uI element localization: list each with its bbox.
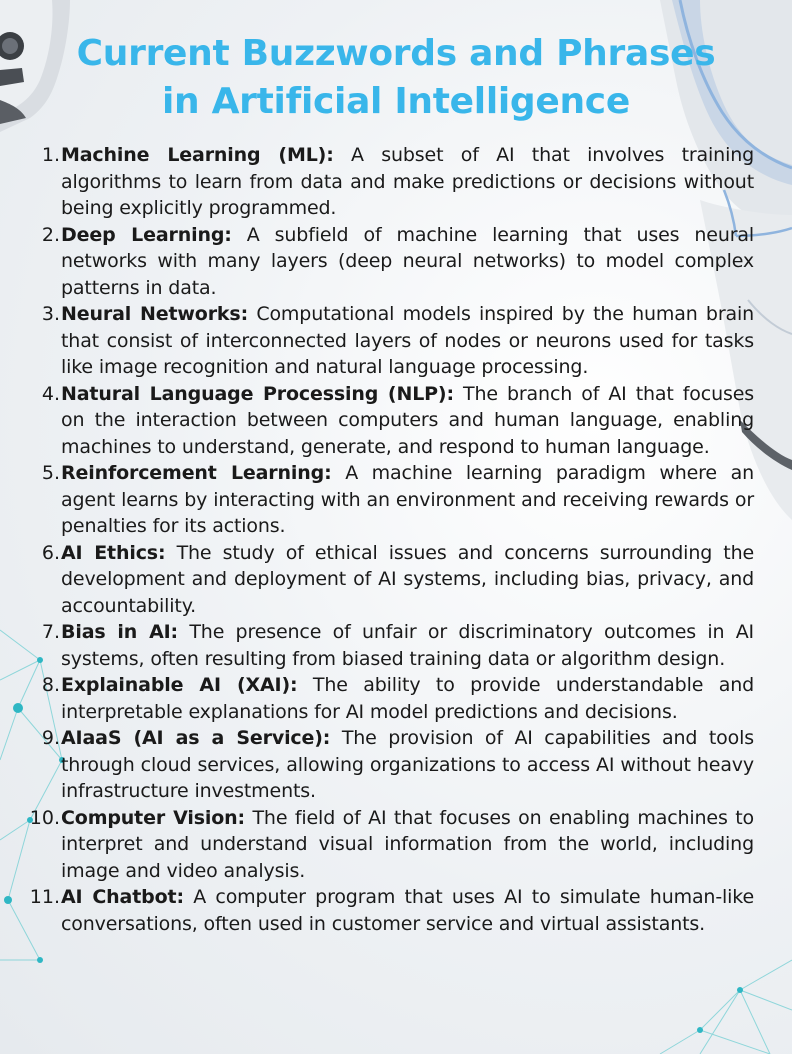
network-right-icon (660, 960, 792, 1054)
buzzword-list (0, 142, 792, 937)
item-body (61, 672, 754, 725)
list-item (0, 540, 792, 620)
item-description: A machine learning paradigm where an agent learns by interacting with an environment and receiving rewards or penalties for its actions. (61, 462, 754, 537)
item-description: Computational models inspired by the human brain that consist of interconnected layers of nodes or neurons used for tasks like image recognition and natural language processing. (61, 303, 755, 378)
item-term: Natural Language Processing (NLP): (61, 382, 454, 405)
item-description: A subset of AI that involves training algorithms to learn from data and make predictions or decisions without being explicitly programmed. (61, 144, 755, 219)
item-description: The branch of AI that focuses on the interaction between computers and human language, enabling machines to understand, generate, and respond to human language. (61, 382, 755, 458)
item-body (61, 301, 754, 381)
item-description: A subfield of machine learning that uses neural networks with many layers (deep neural networks) to model complex patterns in data. (61, 223, 755, 299)
item-body (61, 884, 754, 937)
item-term: Neural Networks: (61, 303, 249, 325)
item-number: 11. (29, 886, 60, 908)
item-body (61, 725, 754, 805)
list-item (0, 884, 792, 937)
item-term: Machine Learning (ML): (61, 144, 334, 166)
item-number: 7. (41, 621, 60, 643)
item-term: AI Chatbot: (61, 886, 184, 908)
title-line-2: in Artificial Intelligence (162, 81, 630, 122)
list-item (0, 672, 792, 725)
list-item (0, 301, 792, 381)
item-term: Bias in AI: (61, 621, 178, 643)
item-term: Explainable AI (XAI): (61, 674, 298, 696)
item-body (61, 460, 754, 540)
item-number: 3. (41, 303, 60, 325)
item-number: 4. (41, 382, 60, 405)
item-description: The provision of AI capabilities and tools through cloud services, allowing organizations to access AI without heavy infrastructure investments. (61, 727, 755, 802)
list-item (0, 805, 792, 885)
page-title (0, 30, 792, 126)
list-item (0, 222, 792, 302)
item-term: Computer Vision: (61, 806, 245, 829)
item-number: 10. (29, 806, 60, 829)
item-body (61, 805, 754, 885)
title-line-1: Current Buzzwords and Phrases (76, 33, 716, 74)
item-body (61, 619, 754, 672)
item-number: 2. (41, 223, 60, 246)
item-body (61, 540, 754, 620)
list-item (0, 619, 792, 672)
item-number: 1. (41, 144, 60, 166)
item-number: 8. (41, 674, 60, 696)
item-description: The ability to provide understandable and interpretable explanations for AI model predictions and decisions. (61, 674, 754, 723)
list-item (0, 381, 792, 461)
item-number: 5. (41, 462, 60, 484)
item-number: 6. (41, 541, 60, 564)
item-number: 9. (41, 727, 60, 749)
list-item (0, 460, 792, 540)
item-term: Deep Learning: (61, 223, 232, 246)
item-term: Reinforcement Learning: (61, 462, 332, 484)
item-term: AI Ethics: (61, 541, 166, 564)
list-item (0, 142, 792, 222)
item-description: The field of AI that focuses on enabling machines to interpret and understand visual information from the world, including image and video analysis. (61, 806, 754, 882)
list-item (0, 725, 792, 805)
item-body (61, 222, 754, 302)
item-body (61, 142, 754, 222)
item-description: A computer program that uses AI to simulate human-like conversations, often used in customer service and virtual assistants. (61, 886, 755, 935)
item-description: The presence of unfair or discriminatory outcomes in AI systems, often resulting from biased training data or algorithm design. (61, 621, 755, 670)
item-description: The study of ethical issues and concerns surrounding the development and deployment of AI systems, including bias, privacy, and accountability. (61, 541, 754, 617)
item-body (61, 381, 754, 461)
item-term: AIaaS (AI as a Service): (61, 727, 331, 749)
